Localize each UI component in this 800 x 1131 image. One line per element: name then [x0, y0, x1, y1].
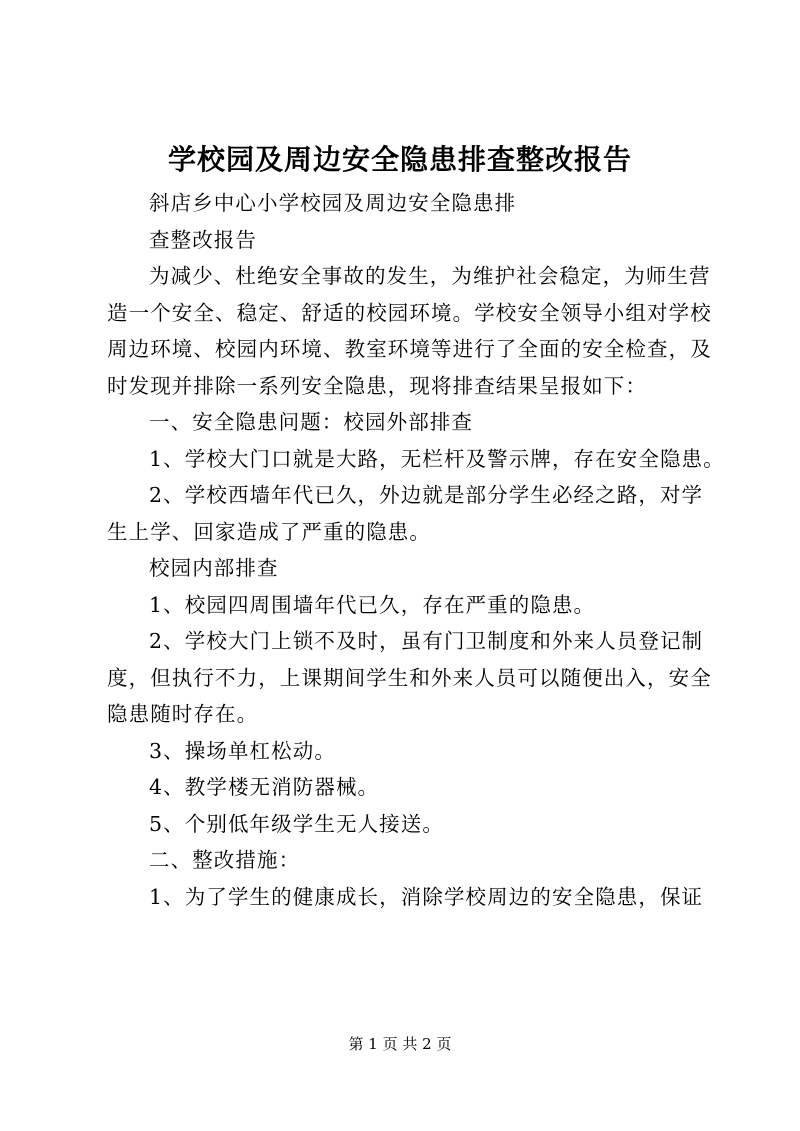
body-line: 生上学、回家造成了严重的隐患。 — [107, 519, 431, 544]
body-line: 周边环境、校园内环境、教室环境等进行了全面的安全检查，及 — [107, 337, 712, 361]
body-line: 3、操场单杠松动。 — [149, 738, 336, 763]
body-line: 度，但执行不力，上课期间学生和外来人员可以随便出入，安全 — [107, 665, 712, 690]
body-line: 隐患随时存在。 — [107, 702, 259, 726]
body-line: 斜店乡中心小学校园及周边安全隐患排 — [149, 191, 517, 215]
body-line: 5、个别低年级学生无人接送。 — [149, 811, 444, 836]
body-line: 查整改报告 — [149, 227, 257, 252]
body-line: 2、学校大门上锁不及时，虽有门卫制度和外来人员登记制 — [149, 629, 704, 653]
page-footer: 第 1 页 共 2 页 — [348, 1035, 452, 1053]
body-line: 时发现并排除一系列安全隐患，现将排查结果呈报如下： — [107, 373, 647, 398]
body-line: 1、校园四周围墙年代已久，存在严重的隐患。 — [149, 592, 596, 617]
document-body — [107, 185, 725, 915]
body-line: 1、为了学生的健康成长，消除学校周边的安全隐患，保证 — [149, 884, 704, 909]
section-heading: 一、安全隐患问题：校园外部排查 — [149, 410, 473, 434]
document-title: 学校园及周边安全隐患排查整改报告 — [167, 143, 632, 176]
body-line: 为减少、杜绝安全事故的发生，为维护社会稳定，为师生营 — [149, 264, 711, 288]
body-line: 4、教学楼无消防器械。 — [149, 775, 380, 799]
section-heading: 二、整改措施： — [149, 848, 301, 872]
section-heading: 校园内部排查 — [149, 556, 279, 580]
body-line: 1、学校大门口就是大路，无栏杆及警示牌，存在安全隐患。 — [149, 446, 725, 471]
body-line: 2、学校西墙年代已久，外边就是部分学生必经之路，对学 — [149, 483, 704, 507]
body-line: 造一个安全、稳定、舒适的校园环境。学校安全领导小组对学校 — [107, 300, 712, 325]
